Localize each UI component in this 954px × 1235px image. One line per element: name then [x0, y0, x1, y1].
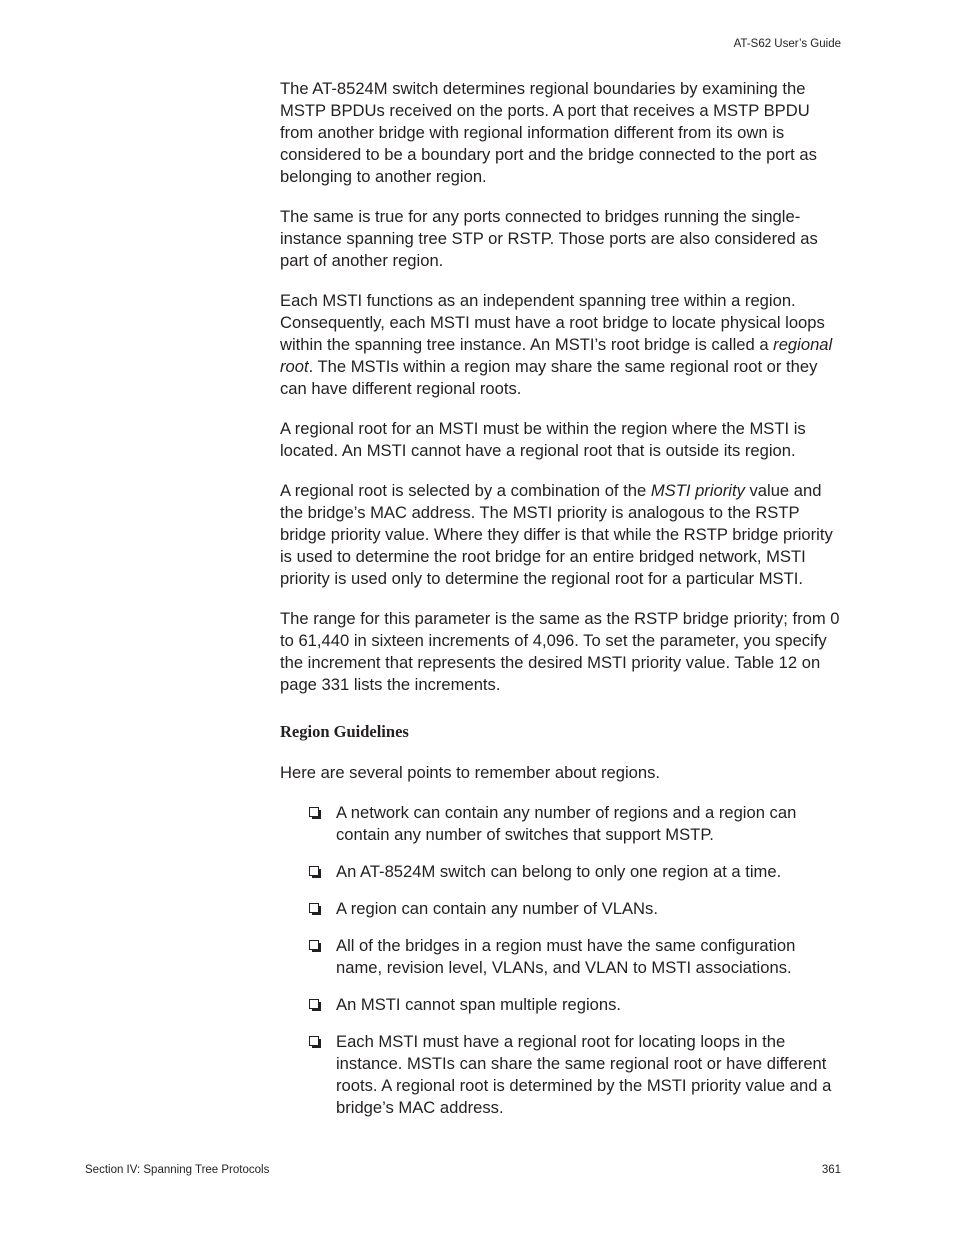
- paragraph: A regional root for an MSTI must be within the region where the MSTI is located. An MSTI cannot have a regional root that is outside its region.: [280, 419, 806, 460]
- list-item: [280, 861, 842, 883]
- checkbox-bullet-icon: [309, 940, 319, 950]
- checkbox-bullet-icon: [309, 999, 319, 1009]
- guidelines-list: [280, 802, 842, 1119]
- italic-term: regional root: [280, 335, 833, 376]
- paragraph-text: Each MSTI functions as an independent spanning tree within a region. Consequently, each MSTI must have a root bridge to locate physical loops within the spanning tree instance. An MSTI’s root bridge is called a: [280, 291, 825, 354]
- checkbox-bullet-icon: [309, 1036, 319, 1046]
- list-item: [280, 1031, 842, 1119]
- checkbox-bullet-icon: [309, 903, 319, 913]
- page-content: [280, 78, 842, 1134]
- list-item: [280, 994, 842, 1016]
- footer-section: Section IV: Spanning Tree Protocols: [85, 1164, 270, 1176]
- list-item-text: A region can contain any number of VLANs.: [336, 899, 658, 918]
- section-heading: Region Guidelines: [280, 722, 409, 741]
- section-intro: Here are several points to remember about regions.: [280, 763, 661, 782]
- paragraph: [280, 290, 842, 400]
- page-number: 361: [821, 1164, 841, 1176]
- list-item: [280, 898, 842, 920]
- paragraph-text: value and the bridge’s MAC address. The MSTI priority is analogous to the RSTP bridge priority value. Where they differ is that while the RSTP bridge priority is used to determine the root bridge for an entire bridged network, MSTI priority is used only to determine the regional root for a particular MSTI.: [280, 481, 833, 588]
- list-item-text: An MSTI cannot span multiple regions.: [336, 995, 622, 1014]
- paragraph-text: A regional root is selected by a combination of the: [280, 481, 651, 500]
- paragraph: The same is true for any ports connected to bridges running the single-instance spanning tree STP or RSTP. Those ports are also considered as part of another region.: [280, 207, 818, 270]
- paragraph-text: . The MSTIs within a region may share the same regional root or they can have different regional roots.: [280, 357, 818, 398]
- list-item-text: Each MSTI must have a regional root for locating loops in the instance. MSTIs can share the same regional root or have different roots. A regional root is determined by the MSTI priority value and a bridge’s MAC address.: [336, 1032, 832, 1117]
- list-item-text: A network can contain any number of regions and a region can contain any number of switches that support MSTP.: [336, 803, 797, 844]
- paragraph: The range for this parameter is the same as the RSTP bridge priority; from 0 to 61,440 in sixteen increments of 4,096. To set the parameter, you specify the increment that represents the desired MSTI priority value. Table 12 on page 331 lists the increments.: [280, 609, 840, 694]
- paragraph: The AT-8524M switch determines regional boundaries by examining the MSTP BPDUs received on the ports. A port that receives a MSTP BPDU from another bridge with regional information different from its own is considered to be a boundary port and the bridge connected to the port as belonging to another region.: [280, 79, 817, 186]
- list-item-text: An AT-8524M switch can belong to only one region at a time.: [336, 862, 782, 881]
- checkbox-bullet-icon: [309, 866, 319, 876]
- paragraph: [280, 480, 842, 590]
- running-header: AT-S62 User’s Guide: [733, 38, 841, 50]
- list-item-text: All of the bridges in a region must have the same configuration name, revision level, VLANs, and VLAN to MSTI associations.: [336, 936, 796, 977]
- list-item: [280, 935, 842, 979]
- list-item: [280, 802, 842, 846]
- italic-term: MSTI priority: [650, 481, 745, 500]
- checkbox-bullet-icon: [309, 807, 319, 817]
